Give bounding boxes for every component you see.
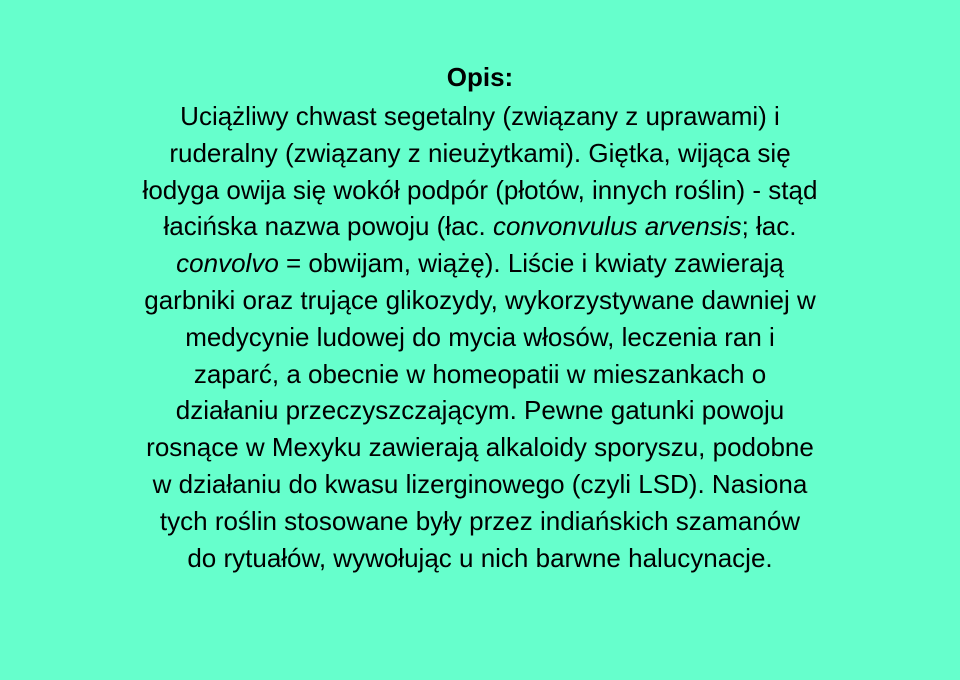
description-line [60, 98, 900, 135]
description-line [60, 503, 900, 540]
latin-term: convonvulus arvensis [493, 211, 742, 242]
description-line [60, 282, 900, 319]
description-fragment: do rytuałów, wywołując u nich barwne halucynacje. [187, 542, 773, 573]
description-line [60, 135, 900, 172]
description-fragment: w działaniu do kwasu lizerginowego (czyli LSD). Nasiona [152, 468, 808, 499]
description-fragment: działaniu przeczyszczającym. Pewne gatunki powoju [175, 395, 785, 426]
description-line [60, 319, 900, 356]
description-text [60, 98, 900, 576]
description-line [60, 245, 900, 282]
latin-term: convolvo [176, 248, 279, 279]
description-fragment: łacińska nazwa powoju (łac. [163, 211, 493, 242]
description-line [60, 356, 900, 393]
description-fragment: zaparć, a obecnie w homeopatii w mieszankach o [193, 358, 767, 389]
description-fragment: medycynie ludowej do mycia włosów, leczenia ran i [185, 321, 775, 352]
description-fragment: tych roślin stosowane były przez indiańskich szamanów [159, 505, 801, 536]
description-fragment: ; łac. [741, 211, 797, 242]
description-fragment: łodyga owija się wokół podpór (płotów, innych roślin) - stąd [142, 174, 818, 205]
description-fragment: ruderalny (związany z nieużytkami). Giętka, wijąca się [169, 137, 791, 168]
description-line [60, 429, 900, 466]
description-fragment: rosnące w Mexyku zawierają alkaloidy sporyszu, podobne [146, 432, 814, 463]
description-line [60, 208, 900, 245]
description-fragment: garbniki oraz trujące glikozydy, wykorzystywane dawniej w [144, 284, 816, 315]
description-line [60, 392, 900, 429]
description-fragment: = obwijam, wiążę). Liście i kwiaty zawierają [278, 248, 784, 279]
description-fragment: Uciążliwy chwast segetalny (związany z uprawami) i [180, 101, 780, 131]
description-line [60, 172, 900, 209]
description-line [60, 540, 900, 577]
slide-title: Opis: [446, 62, 514, 92]
description-line [60, 466, 900, 503]
